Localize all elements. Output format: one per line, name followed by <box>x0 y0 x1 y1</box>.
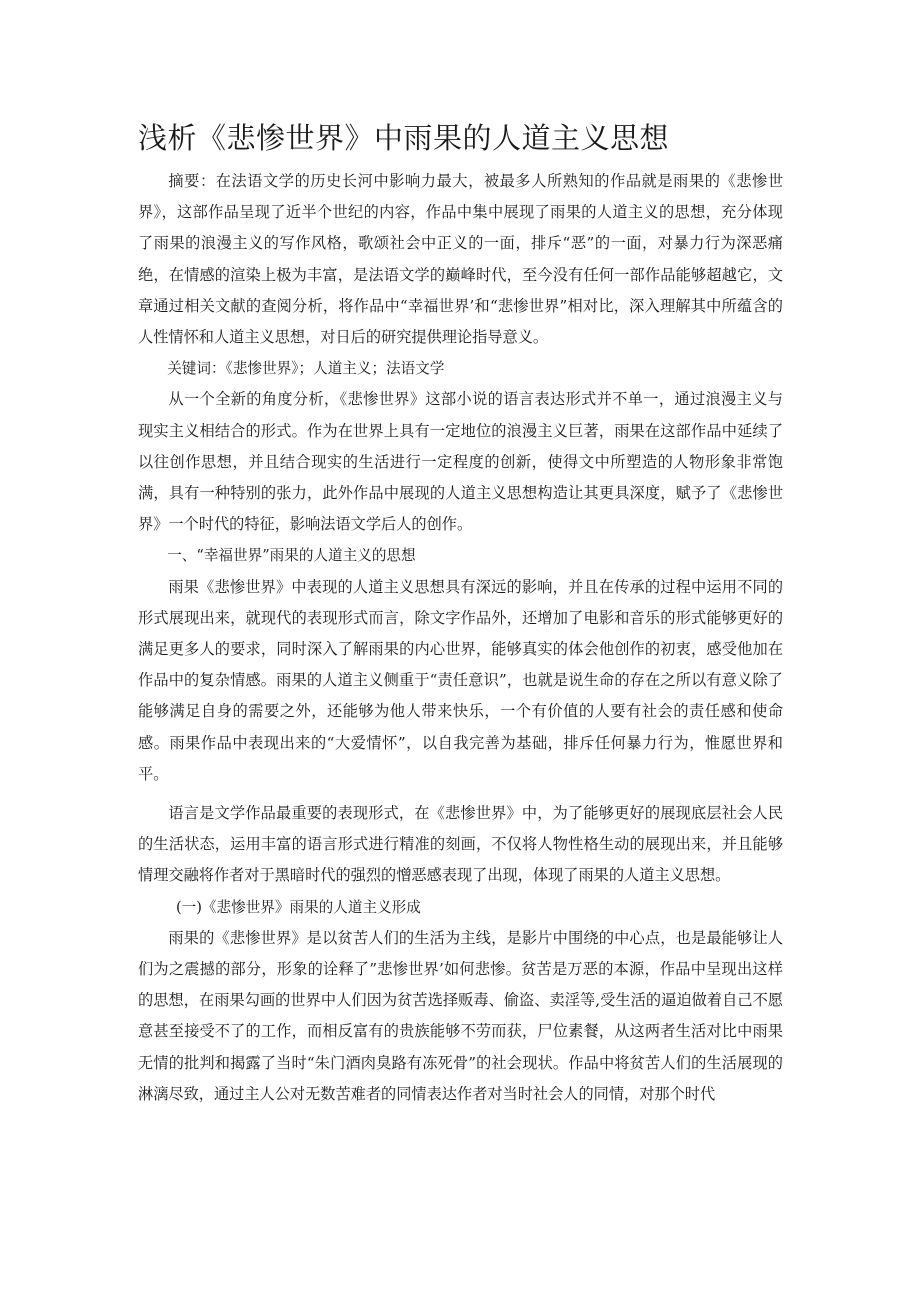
keywords-line: 关键词：《悲惨世界》；人道主义；法语文学 <box>167 360 445 378</box>
document-title: 浅析《悲惨世界》中雨果的人道主义思想 <box>138 121 670 155</box>
paragraph-gap <box>138 790 783 798</box>
abstract-paragraph: 摘要：在法语文学的历史长河中影响力最大，被最多人所熟知的作品就是雨果的《悲惨世界》，这部作品呈现了近半个世纪的内容，作品中集中展现了雨果的人道主义的思想，充分体现了雨果的浪漫主义的写作风格，歌颂社会中正义的一面，排斥“恶”的一面，对暴力行为深恶痛绝，在情感的渲染上极为丰富，是法语文学的巅峰时代，至今没有任何一部作品能够超越它，文章通过相关文献的查阅分析，将作品中“幸福世界’和“悲惨世界”相对比，深入理解其中所蕴含的人性情怀和人道主义思想，对日后的研究提供理论指导意义。 <box>138 172 783 347</box>
section-1-paragraph-2: 语言是文学作品最重要的表现形式，在《悲惨世界》中，为了能够更好的展现底层社会人民的生活状态，运用丰富的语言形式进行精准的刻画，不仅将人物性格生动的展现出来，并且能够情理交融将作者对于黑暗时代的强烈的憎恶感表现了出现，体现了雨果的人道主义思想。 <box>138 804 783 885</box>
document-page <box>138 118 783 1110</box>
subsection-1-paragraph: 雨果的《悲惨世界》是以贫苦人们的生活为主线，是影片中围绕的中心点，也是最能够让人们为之震撼的部分，形象的诠释了”悲惨世界’如何悲惨。贫苦是万恶的本源，作品中呈现出这样的思想，在雨果勾画的世界中人们因为贫苦选择贩毒、偷盗、卖淫等,受生活的逼迫做着自己不愿意甚至接受不了的工作，而相反富有的贵族能够不劳而获，尸位素餐，从这两者生活对比中雨果无情的批判和揭露了当时“朱门酒肉臭路有冻死骨”的社会现状。作品中将贫苦人们的生活展现的淋漓尽致，通过主人公对无数苦难者的同情表达作者对当时社会人的同情，对那个时代 <box>138 928 783 1103</box>
intro-paragraph: 从一个全新的角度分析，《悲惨世界》这部小说的语言表达形式并不单一，通过浪漫主义与现实主义相结合的形式。作为在世界上具有一定地位的浪漫主义巨著，雨果在这部作品中延续了以往创作思想，并且结合现实的生活进行一定程度的创新，使得文中所塑造的人物形象非常饱满，具有一种特别的张力，此外作品中展现的人道主义思想构造让其更具深度，赋予了《悲惨世界》一个时代的特征，影响法语文学后人的创作。 <box>138 390 783 534</box>
section-1-paragraph-1: 雨果《悲惨世界》中表现的人道主义思想具有深远的影响，并且在传承的过程中运用不同的形式展现出来，就现代的表现形式而言，除文字作品外，还增加了电影和音乐的形式能够更好的满足更多人的要求，同时深入了解雨果的内心世界，能够真实的体会他创作的初衷，感受他加在作品中的复杂情感。雨果的人道主义侧重于“责任意识”，也就是说生命的存在之所以有意义除了能够满足自身的需要之外，还能够为他人带来快乐，一个有价值的人要有社会的责任感和使命感。雨果作品中表现出来的“大爱情怀”，以自我完善为基础，排斥任何暴力行为，惟愿世界和平。 <box>138 577 783 783</box>
subsection-1-heading: (一)《悲惨世界》雨果的人道主义形成 <box>175 898 421 916</box>
section-1-heading: 一、“幸福世界”雨果的人道主义的思想 <box>167 547 416 565</box>
